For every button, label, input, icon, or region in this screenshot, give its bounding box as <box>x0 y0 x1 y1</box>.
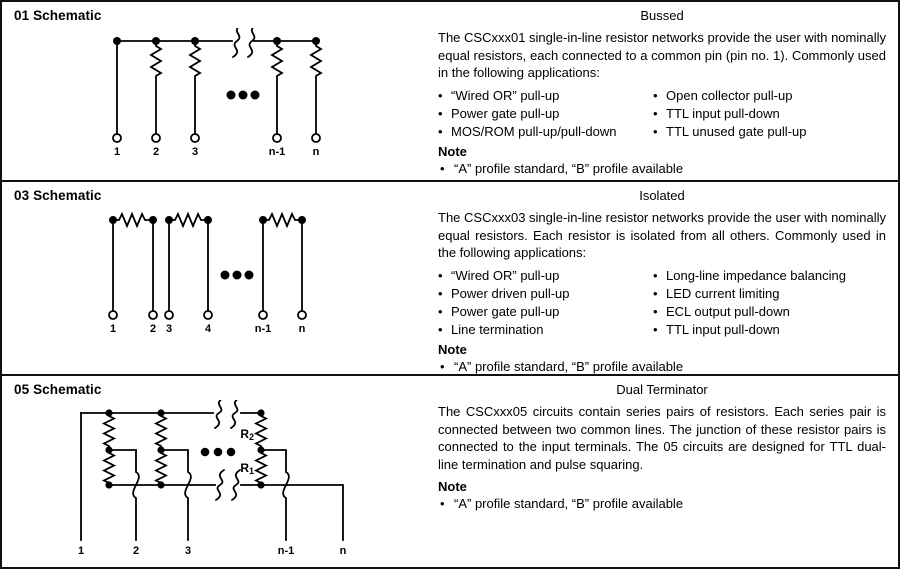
ellipsis-dots <box>221 271 254 280</box>
list-item: • TTL unused gate pull-up <box>653 123 886 141</box>
section-title: Bussed <box>640 8 684 23</box>
junction-wire <box>161 450 191 540</box>
schematic-area-05 <box>2 376 438 567</box>
list-item: • Power gate pull-up <box>438 303 653 321</box>
list-item: • Power gate pull-up <box>438 105 653 123</box>
section-05-dual-terminator <box>2 374 898 567</box>
text-area-05 <box>438 376 898 567</box>
bottom-bus-line <box>109 485 343 540</box>
pin-label: 3 <box>165 323 173 335</box>
resistor-label-r2: R2 <box>240 427 254 442</box>
applications-list <box>438 87 886 141</box>
section-title: Isolated <box>639 188 685 203</box>
list-item: • MOS/ROM pull-up/pull-down <box>438 123 653 141</box>
text-area-03 <box>438 182 898 374</box>
pin-label: 2 <box>152 146 160 158</box>
note-heading: Note <box>438 479 467 494</box>
section-paragraph: The CSCxxx05 circuits contain series pairs of resistors. Each series pair is connected between two common lines. The junction of these resistor pairs is connected to the input terminals. The 05 circuits are designed for TTL dual-line termination and pulse squaring. <box>438 404 886 472</box>
note-text: • “A” profile standard, “B” profile available <box>438 495 886 513</box>
pin-label: n-1 <box>254 323 272 335</box>
resistor <box>172 214 204 226</box>
pin-terminals <box>109 311 306 319</box>
pin-label: n-1 <box>268 146 286 158</box>
note-heading: Note <box>438 143 467 159</box>
pin-label: 1 <box>109 323 117 335</box>
resistor <box>190 41 200 134</box>
bussed-schematic-diagram <box>95 28 330 163</box>
pin-label: 1 <box>77 545 85 557</box>
list-item: • “Wired OR” pull-up <box>438 87 653 105</box>
dual-terminator-schematic-diagram <box>73 400 373 558</box>
section-header: 03 Schematic <box>14 188 102 203</box>
pin-label: n <box>298 323 306 335</box>
junction-dots <box>105 409 264 488</box>
resistor <box>151 41 161 134</box>
section-paragraph: The CSCxxx01 single-in-line resistor networks provide the user with nominally equal resistors, each connected to a common pin (pin no. 1). Commonly used in the following applications: <box>438 30 886 80</box>
list-item: • “Wired OR” pull-up <box>438 267 653 285</box>
pin-label: 1 <box>113 146 121 158</box>
resistor <box>272 41 282 134</box>
section-03-isolated <box>2 180 898 374</box>
note-text: • “A” profile standard, “B” profile available <box>438 358 886 376</box>
list-item: • Power driven pull-up <box>438 285 653 303</box>
pin-label: n <box>339 545 347 557</box>
junction-wire <box>261 450 289 540</box>
list-item: • Long-line impedance balancing <box>653 267 886 285</box>
resistor <box>311 41 321 134</box>
list-item: • LED current limiting <box>653 285 886 303</box>
section-01-bussed <box>2 2 898 180</box>
section-header: 01 Schematic <box>14 8 102 23</box>
note-text: • “A” profile standard, “B” profile available <box>438 160 886 178</box>
list-item: • Open collector pull-up <box>653 87 886 105</box>
junction-wire <box>109 450 139 540</box>
list-item: • Line termination <box>438 321 653 339</box>
pin-terminals <box>113 134 320 142</box>
list-item: • ECL output pull-down <box>653 303 886 321</box>
pin-label: n <box>312 146 320 158</box>
pin-label: n-1 <box>277 545 295 557</box>
resistor-label-r1: R1 <box>240 461 254 476</box>
note-heading: Note <box>438 341 467 357</box>
break-symbol <box>233 28 256 57</box>
text-area-01 <box>438 2 898 180</box>
pin-label: 4 <box>204 323 212 335</box>
section-paragraph: The CSCxxx03 single-in-line resistor networks provide the user with nominally equal resistors. Each resistor is isolated from all others. Commonly used in the following applications: <box>438 210 886 260</box>
resistor <box>266 214 299 226</box>
schematic-area-01 <box>2 2 438 180</box>
pin-label: 3 <box>191 146 199 158</box>
ellipsis-dots <box>227 91 260 100</box>
list-item: • TTL input pull-down <box>653 105 886 123</box>
pin-label: 2 <box>132 545 140 557</box>
pin-label: 3 <box>184 545 192 557</box>
pin-wire <box>113 222 302 311</box>
applications-list <box>438 267 886 339</box>
section-header: 05 Schematic <box>14 382 102 397</box>
list-item: • TTL input pull-down <box>653 321 886 339</box>
resistor <box>116 214 149 226</box>
pin-label: 2 <box>149 323 157 335</box>
schematic-area-03 <box>2 182 438 374</box>
section-title: Dual Terminator <box>616 382 708 397</box>
ellipsis-dots <box>201 448 236 457</box>
isolated-schematic-diagram <box>95 207 310 337</box>
